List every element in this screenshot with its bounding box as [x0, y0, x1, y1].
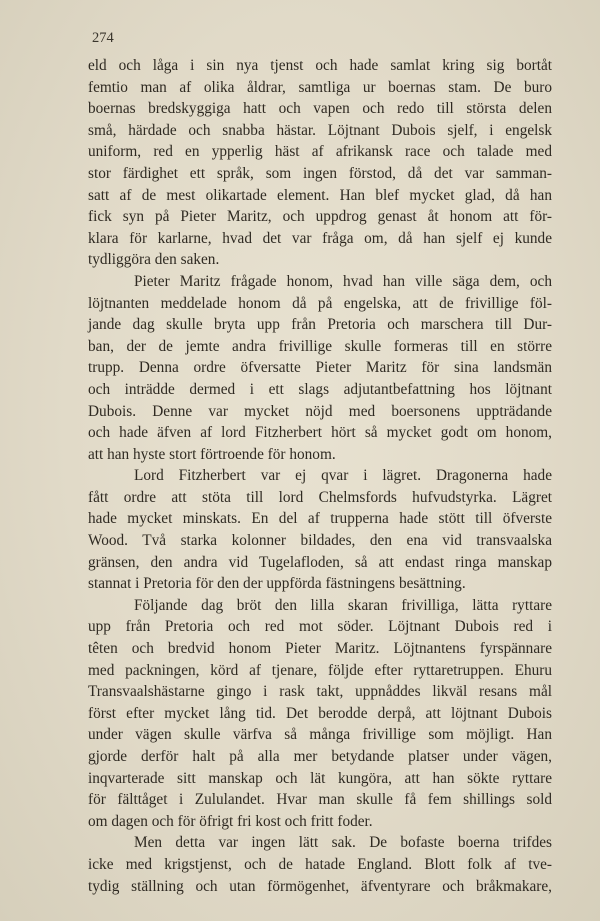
text-line: ban, der de jemte andra frivillige skulle formeras till en större	[88, 337, 552, 355]
text-line: satt af de mest olikartade element. Han blef mycket glad, då han	[88, 186, 552, 204]
text-line: icke med krigstjenst, och de hatade England. Blott folk af tve-	[88, 855, 552, 873]
text-line: têten och bredvid honom Pieter Maritz. Löjtnantens fyrspännare	[88, 640, 552, 658]
text-line: stor färdighet ett språk, som ingen förstod, då det var samman-	[88, 164, 552, 182]
text-line: och hade äfven af lord Fitzherbert hört så mycket godt om honom,	[88, 424, 552, 442]
text-line: små, härdade och snabba hästar. Löjtnant Dubois sjelf, i engelsk	[88, 121, 552, 139]
text-line: gjorde derför halt på alla mer betydande platser under vägen,	[88, 748, 552, 765]
text-line: Dubois. Denne var mycket nöjd med boersonens uppträdande	[88, 402, 552, 420]
text-line: med packningen, körd af tjenare, följde efter ryttaretruppen. Ehuru	[88, 661, 552, 679]
text-line: löjtnanten meddelade honom då på engelska, att de frivillige föl-	[88, 294, 552, 312]
text-line: att han hyste stort förtroende för honom.	[88, 445, 336, 463]
text-line: Följande dag bröt den lilla skaran frivilliga, lätta ryttare	[134, 596, 552, 614]
text-line: klara för karlarne, hvad det var fråga om, då han sjelf ej kunde	[88, 229, 552, 247]
body-text	[88, 55, 552, 897]
text-line: trupp. Denna ordre öfversatte Pieter Maritz för sina landsmän	[88, 359, 552, 377]
text-line: gränsen, den andra vid Tugelafloden, så att endast ringa manskap	[88, 553, 552, 571]
text-line: upp från Pretoria och red mot söder. Löjtnant Dubois red i	[88, 618, 552, 636]
text-line: hade mycket minskats. En del af trupperna hade stött till öfverste	[88, 510, 552, 528]
text-line: Pieter Maritz frågade honom, hvad han ville säga dem, och	[134, 272, 552, 290]
text-line: för fälttåget i Zululandet. Hvar man skulle få fem shillings sold	[88, 791, 552, 809]
text-line: stannat i Pretoria för den der uppförda fästningens besättning.	[88, 575, 466, 593]
text-line: Men detta var ingen lätt sak. De bofaste boerna trifdes	[134, 834, 552, 852]
text-line: Lord Fitzherbert var ej qvar i lägret. Dragonerna hade	[134, 467, 552, 485]
text-line: under vägen skulle värfva så många frivillige som möjligt. Han	[88, 726, 552, 744]
text-line: femtio man af olika åldrar, samtliga ur boernas stam. De buro	[88, 78, 552, 96]
text-line: eld och låga i sin nya tjenst och hade samlat kring sig bortåt	[88, 57, 552, 74]
text-line: tydliggöra den saken.	[88, 251, 220, 269]
text-line: fått ordre att stöta till lord Chelmsfords hufvudstyrka. Lägret	[88, 488, 552, 506]
text-line: Transvaalshästarne gingo i rask takt, uppnåddes likväl resans mål	[88, 683, 552, 701]
text-line: tydig ställning och utan förmögenhet, äfventyrare och bråkmakare,	[88, 877, 552, 895]
text-line: uniform, red en ypperlig häst af afrikansk race och talade med	[88, 143, 552, 161]
text-line: fick syn på Pieter Maritz, och uppdrog genast åt honom att för-	[88, 208, 552, 226]
text-line: och inträdde dermed i ett slags adjutantbefattning hos löjtnant	[88, 380, 552, 398]
text-line: om dagen och för öfrigt fri kost och fritt foder.	[88, 812, 373, 830]
text-line: först efter mycket lång tid. Det berodde derpå, att löjtnant Dubois	[88, 704, 552, 722]
text-line: boernas bredskyggiga hatt och vapen och redo till största delen	[88, 100, 552, 118]
text-line: Wood. Två starka kolonner bildades, den ena vid transvaalska	[88, 532, 552, 550]
page-number: 274	[92, 30, 114, 46]
text-line: inqvarterade sitt manskap och lät kungöra, att han sökte ryttare	[88, 769, 552, 787]
text-line: jande dag skulle bryta upp från Pretoria och marschera till Dur-	[88, 316, 552, 334]
